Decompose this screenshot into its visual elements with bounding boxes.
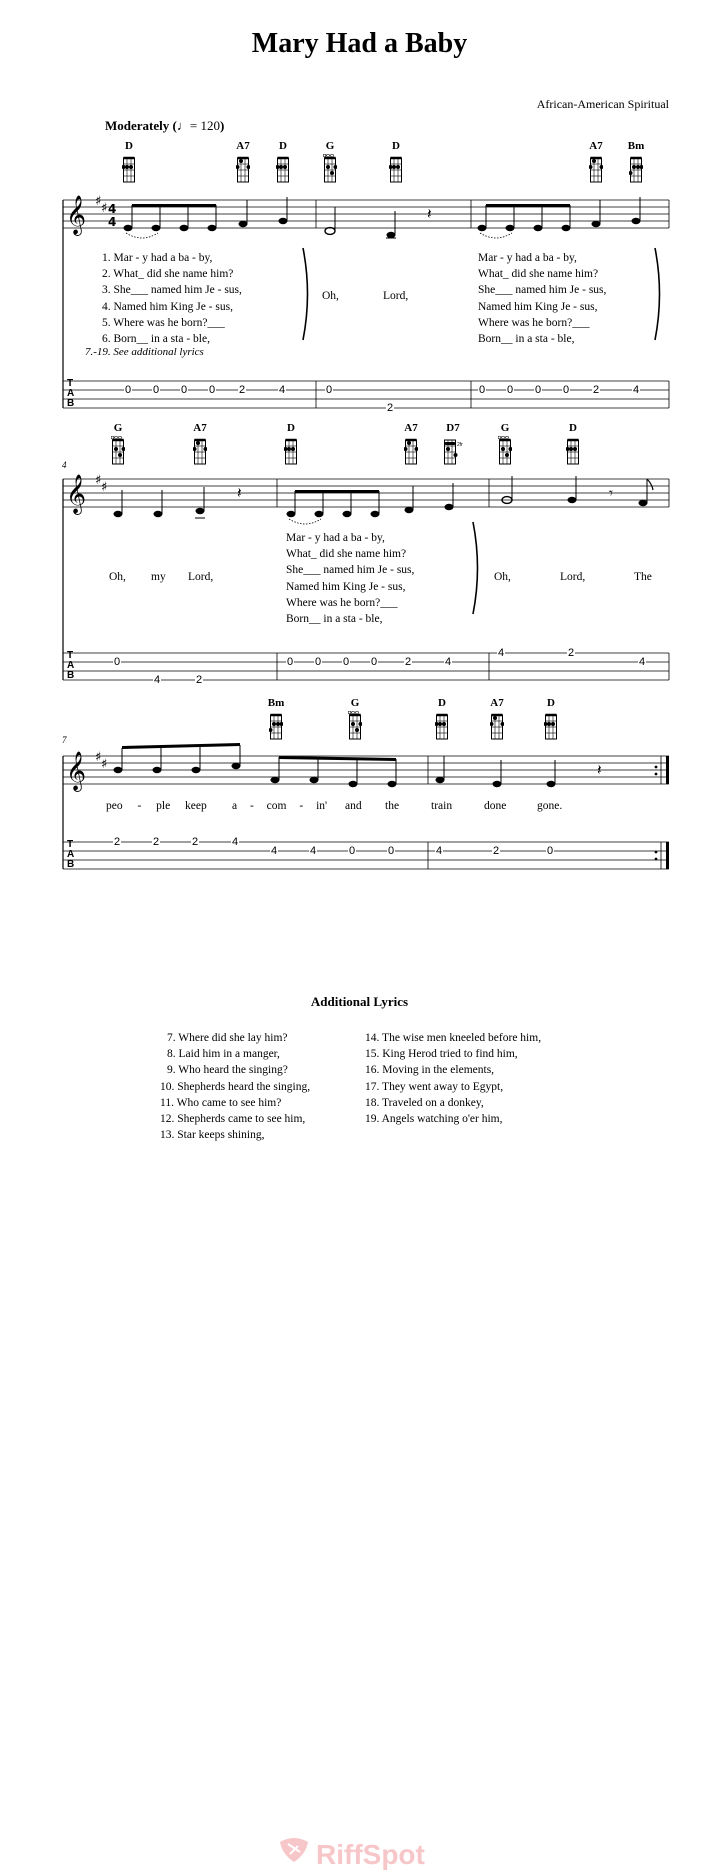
- lyric-word: a - com - in': [232, 800, 328, 812]
- svg-text:4: 4: [108, 202, 117, 216]
- svg-text:T: T: [67, 378, 74, 389]
- refrain-word: Oh,: [322, 290, 339, 302]
- svg-text:𝄞: 𝄞: [66, 751, 87, 791]
- tab-number: 0: [479, 384, 486, 396]
- tab-number: 2: [593, 384, 600, 396]
- chord-name: Bm: [627, 140, 645, 152]
- measure-number: 7: [62, 735, 67, 745]
- tab-number: 0: [343, 656, 350, 668]
- tab-number: 4: [445, 656, 452, 668]
- additional-lyrics-title: Additional Lyrics: [310, 994, 409, 1009]
- svg-text:A: A: [67, 849, 75, 860]
- lyric-line: 16. Moving in the elements,: [365, 1064, 495, 1077]
- refrain-word: Lord,: [560, 571, 586, 583]
- tab-number: 4: [271, 845, 278, 857]
- svg-text:♯: ♯: [95, 750, 102, 765]
- verse-line: What_ did she name him?: [286, 548, 407, 561]
- svg-text:𝄞: 𝄞: [66, 195, 87, 235]
- lyric-line: 14. The wise men kneeled before him,: [365, 1032, 542, 1044]
- chord-name: D: [547, 697, 555, 709]
- tab-number: 2: [153, 836, 160, 848]
- lyric-word: keep: [185, 800, 207, 812]
- lyric-word: gone.: [537, 800, 563, 812]
- tab-number: 4: [436, 845, 443, 857]
- svg-text:B: B: [67, 670, 75, 681]
- lyric-word: and: [345, 800, 362, 812]
- verse-line: She___ named him Je - sus,: [478, 284, 607, 297]
- lyric-line: 11. Who came to see him?: [160, 1096, 282, 1109]
- tab-number: 2: [568, 647, 575, 659]
- verse-line: 3. She___ named him Je - sus,: [102, 284, 242, 297]
- tab-number: 4: [639, 656, 646, 668]
- tempo-marking: Moderately (♩= 120): [105, 118, 225, 133]
- song-title: Mary Had a Baby: [251, 28, 468, 59]
- quarter-note-icon: ♩: [176, 118, 190, 133]
- chord-name: Bm: [267, 697, 285, 709]
- tab-number: 0: [181, 384, 188, 396]
- tab-number: 0: [371, 656, 378, 668]
- verse-line: What_ did she name him?: [478, 268, 599, 281]
- lyric-word: peo - ple: [106, 800, 171, 812]
- verse-line: Born__ in a sta - ble,: [478, 333, 575, 346]
- svg-text:2fr: 2fr: [457, 442, 463, 448]
- svg-text:♯: ♯: [101, 201, 108, 216]
- svg-text:𝄾: 𝄾: [609, 484, 613, 502]
- svg-text:♯: ♯: [95, 473, 102, 488]
- chord-name: G: [350, 697, 360, 709]
- svg-text:B: B: [67, 398, 75, 409]
- svg-text:B: B: [67, 859, 75, 870]
- tab-number: 0: [114, 656, 121, 668]
- chord-name: A7: [193, 422, 207, 434]
- lyric-line: 12. Shepherds came to see him,: [160, 1113, 306, 1126]
- lyric-word: train: [431, 800, 453, 812]
- verse-line: Mar - y had a ba - by,: [286, 532, 385, 544]
- svg-text:A: A: [67, 660, 75, 671]
- verse-line: 6. Born__ in a sta - ble,: [102, 333, 210, 346]
- tab-number: 2: [405, 656, 412, 668]
- verse-line: Named him King Je - sus,: [478, 300, 598, 313]
- lyric-line: 13. Star keeps shining,: [160, 1129, 265, 1142]
- chord-name: G: [325, 140, 335, 152]
- chord-name: A7: [404, 422, 418, 434]
- svg-text:A: A: [67, 388, 75, 399]
- tab-number: 4: [154, 674, 161, 686]
- tab-number: 2: [493, 845, 500, 857]
- svg-text:♯: ♯: [101, 480, 108, 495]
- refrain-word: Oh,: [494, 571, 511, 583]
- chord-name: A7: [490, 697, 504, 709]
- verse-line: 2. What_ did she name him?: [102, 268, 234, 281]
- tab-number: 4: [310, 845, 317, 857]
- tab-number: 4: [279, 384, 286, 396]
- svg-text:♯: ♯: [101, 757, 108, 772]
- tab-number: 2: [387, 402, 394, 414]
- svg-text:♯: ♯: [95, 194, 102, 209]
- tab-number: 0: [547, 845, 554, 857]
- chord-name: D: [125, 140, 133, 152]
- chord-name: D: [569, 422, 577, 434]
- verse-line: She___ named him Je - sus,: [286, 564, 415, 577]
- additional-lyrics-note: 7.-19. See additional lyrics: [85, 346, 204, 358]
- lyric-line: 8. Laid him in a manger,: [167, 1048, 280, 1061]
- chord-name: G: [113, 422, 123, 434]
- tab-number: 0: [315, 656, 322, 668]
- chord-name: D: [438, 697, 446, 709]
- svg-text:T: T: [67, 839, 74, 850]
- refrain-word: Lord,: [383, 290, 409, 302]
- tab-number: 0: [535, 384, 542, 396]
- refrain-word: The: [634, 571, 652, 583]
- chord-name: A7: [236, 140, 250, 152]
- additional-lyrics-col-1: [160, 1030, 310, 1143]
- brand-name: RiffSpot: [316, 1839, 425, 1870]
- svg-text:4: 4: [108, 215, 117, 229]
- tab-number: 0: [349, 845, 356, 857]
- tab-number: 2: [239, 384, 246, 396]
- tab-number: 0: [287, 656, 294, 668]
- measure-number: 4: [62, 460, 67, 470]
- lyric-line: 17. They went away to Egypt,: [365, 1080, 504, 1093]
- tab-number: 0: [326, 384, 333, 396]
- verse-line: Born__ in a sta - ble,: [286, 613, 383, 626]
- tab-number: 4: [232, 836, 239, 848]
- verse-line: Named him King Je - sus,: [286, 580, 406, 593]
- svg-text:𝄽: 𝄽: [427, 205, 432, 223]
- verse-line: 4. Named him King Je - sus,: [102, 300, 233, 313]
- lyric-line: 10. Shepherds heard the singing,: [160, 1080, 311, 1093]
- tab-number: 4: [633, 384, 640, 396]
- tab-number: 2: [114, 836, 121, 848]
- additional-lyrics-col-2: [365, 1030, 541, 1127]
- tab-number: 0: [209, 384, 216, 396]
- lyric-word: the: [385, 800, 400, 812]
- tab-number: 2: [196, 674, 203, 686]
- tempo-bpm: = 120: [189, 118, 220, 133]
- chord-name: D: [287, 422, 295, 434]
- svg-text:𝄞: 𝄞: [66, 474, 87, 514]
- system-3: [0, 0, 719, 900]
- guitar-pick-icon: [276, 1836, 312, 1862]
- tab-number: 0: [388, 845, 395, 857]
- tab-number: 4: [498, 647, 505, 659]
- tab-number: 0: [507, 384, 514, 396]
- lyric-line: 7. Where did she lay him?: [167, 1032, 288, 1044]
- svg-text:𝄽: 𝄽: [237, 484, 242, 502]
- tempo-label: Moderately: [105, 118, 170, 133]
- chord-name: D: [279, 140, 287, 152]
- composer: African-American Spiritual: [536, 97, 669, 111]
- verse-line: 5. Where was he born?___: [102, 316, 225, 329]
- chord-name: G: [500, 422, 510, 434]
- chord-name: A7: [589, 140, 603, 152]
- lyric-line: 19. Angels watching o'er him,: [365, 1113, 503, 1126]
- tab-number: 2: [192, 836, 199, 848]
- verse-line: Mar - y had a ba - by,: [478, 252, 577, 264]
- svg-text:𝄽: 𝄽: [597, 761, 602, 779]
- lyric-line: 9. Who heard the singing?: [167, 1064, 288, 1077]
- lyric-line: 18. Traveled on a donkey,: [365, 1096, 484, 1109]
- refrain-word: my: [151, 571, 166, 583]
- refrain-word: Oh,: [109, 571, 126, 583]
- verse-line: Where was he born?___: [478, 316, 590, 329]
- chord-name: D7: [446, 422, 460, 434]
- lyric-line: 15. King Herod tried to find him,: [365, 1048, 518, 1061]
- verse-line: Where was he born?___: [286, 596, 398, 609]
- verse-line: 1. Mar - y had a ba - by,: [102, 252, 213, 264]
- lyric-word: done: [484, 800, 507, 812]
- refrain-word: Lord,: [188, 571, 214, 583]
- svg-text:T: T: [67, 650, 74, 661]
- tab-number: 0: [563, 384, 570, 396]
- tab-number: 0: [125, 384, 132, 396]
- tab-number: 0: [153, 384, 160, 396]
- music-staff: [0, 0, 719, 900]
- brand-logo[interactable]: [272, 1836, 452, 1870]
- chord-name: D: [392, 140, 400, 152]
